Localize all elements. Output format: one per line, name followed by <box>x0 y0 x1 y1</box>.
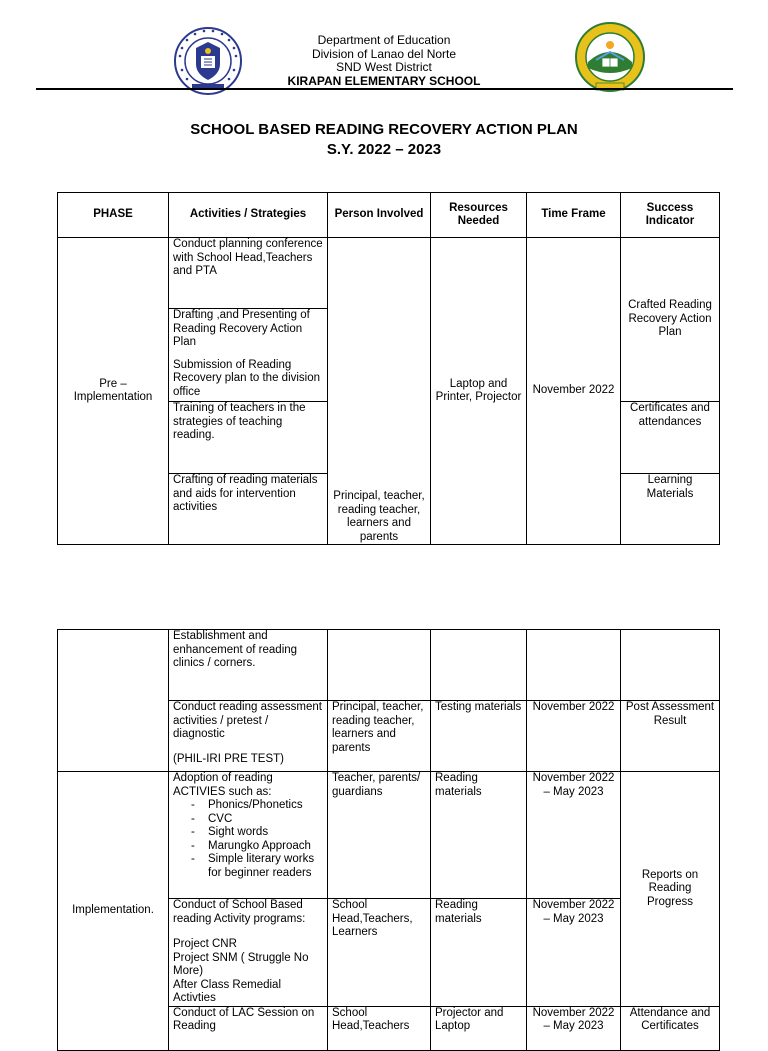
indicator-cell <box>621 630 720 701</box>
time-cell: November 2022 – May 2023 <box>527 899 621 1007</box>
letterhead-rule <box>36 88 733 90</box>
activity-cell <box>169 899 328 1007</box>
activity-cell: Conduct planning conference with School Head,Teachers and PTA <box>169 238 328 309</box>
person-cell: Teacher, parents/ guardians <box>328 772 431 899</box>
phase-cell: Pre – Implementation <box>58 238 169 545</box>
list-item: - Phonics/Phonetics <box>191 799 323 813</box>
activity-note: (PHIL-IRI PRE TEST) <box>173 752 284 765</box>
indicator-cell: Attendance and Certificates <box>621 1006 720 1050</box>
time-cell <box>527 630 621 701</box>
indicator-cell: Post Assessment Result <box>621 701 720 772</box>
activity-cell: Crafting of reading materials and aids for intervention activities <box>169 474 328 545</box>
resources-cell: Testing materials <box>431 701 527 772</box>
phase-cell: Implementation. <box>58 772 169 1051</box>
project-item: Project CNR <box>173 938 237 950</box>
activity-text: Adoption of reading ACTIVIES such as: <box>173 772 273 798</box>
action-plan-table-pre-implementation <box>57 192 720 545</box>
project-item: Project SNM ( Struggle No More) <box>173 951 309 977</box>
list-item: - CVC <box>191 813 323 827</box>
activity-cell: Conduct of LAC Session on Reading <box>169 1006 328 1050</box>
person-cell: School Head,Teachers, Learners <box>328 899 431 1007</box>
column-header-phase: PHASE <box>58 193 169 238</box>
person-cell <box>328 630 431 701</box>
indicator-cell: Reports on Reading Progress <box>621 772 720 1007</box>
activity-cell: Establishment and enhancement of reading clinics / corners. <box>169 630 328 701</box>
indicator-cell: Certificates and attendances <box>621 402 720 474</box>
person-cell: School Head,Teachers <box>328 1006 431 1050</box>
column-header-person: Person Involved <box>328 193 431 238</box>
plan-title: SCHOOL BASED READING RECOVERY ACTION PLAN <box>190 121 578 138</box>
resources-cell: Reading materials <box>431 772 527 899</box>
reading-activities-list <box>173 799 323 880</box>
activity-text: Conduct of School Based reading Activity programs: <box>173 899 306 925</box>
table-header-row <box>58 193 720 238</box>
department-line: Department of Education <box>317 33 451 47</box>
person-cell: Principal, teacher, reading teacher, learners and parents <box>328 701 431 772</box>
activity-cell <box>169 309 328 402</box>
activity-text: Conduct reading assessment activities / pretest / diagnostic <box>173 701 322 740</box>
school-year: S.Y. 2022 – 2023 <box>326 141 442 158</box>
project-item: After Class Remedial Activties <box>173 978 282 1004</box>
activity-text: Drafting ,and Presenting of Reading Recovery Action Plan <box>173 309 310 348</box>
resources-cell <box>431 630 527 701</box>
indicator-cell: Learning Materials <box>621 474 720 545</box>
activity-cell <box>169 772 328 899</box>
list-item: - Sight words <box>191 826 323 840</box>
time-cell: November 2022 – May 2023 <box>527 772 621 899</box>
time-cell: November 2022 <box>527 238 621 545</box>
letterhead <box>0 0 768 100</box>
list-item: - Simple literary works for beginner readers <box>191 853 323 880</box>
district-line: SND West District <box>336 60 432 74</box>
column-header-time: Time Frame <box>527 193 621 238</box>
table-row <box>58 630 720 701</box>
indicator-cell: Crafted Reading Recovery Action Plan <box>621 238 720 402</box>
time-cell: November 2022 <box>527 701 621 772</box>
school-name: KIRAPAN ELEMENTARY SCHOOL <box>287 73 481 88</box>
phase-cell <box>58 630 169 772</box>
column-header-resources: Resources Needed <box>431 193 527 238</box>
list-item: - Marungko Approach <box>191 840 323 854</box>
resources-cell: Projector and Laptop <box>431 1006 527 1050</box>
table-row <box>58 772 720 899</box>
school-seal-icon <box>570 22 650 92</box>
resources-cell: Laptop and Printer, Projector <box>431 238 527 545</box>
resources-cell: Reading materials <box>431 899 527 1007</box>
activity-cell <box>169 701 328 772</box>
column-header-activities: Activities / Strategies <box>169 193 328 238</box>
action-plan-table-implementation <box>57 629 720 1051</box>
activity-cell: Training of teachers in the strategies of teaching reading. <box>169 402 328 474</box>
time-cell: November 2022 – May 2023 <box>527 1006 621 1050</box>
person-cell: Principal, teacher, reading teacher, learners and parents <box>328 238 431 545</box>
column-header-indicator: Success Indicator <box>621 193 720 238</box>
activity-text: Submission of Reading Recovery plan to the division office <box>173 358 321 398</box>
division-line: Division of Lanao del Norte <box>311 46 457 61</box>
table-row <box>58 238 720 309</box>
letterhead-text <box>0 34 768 88</box>
